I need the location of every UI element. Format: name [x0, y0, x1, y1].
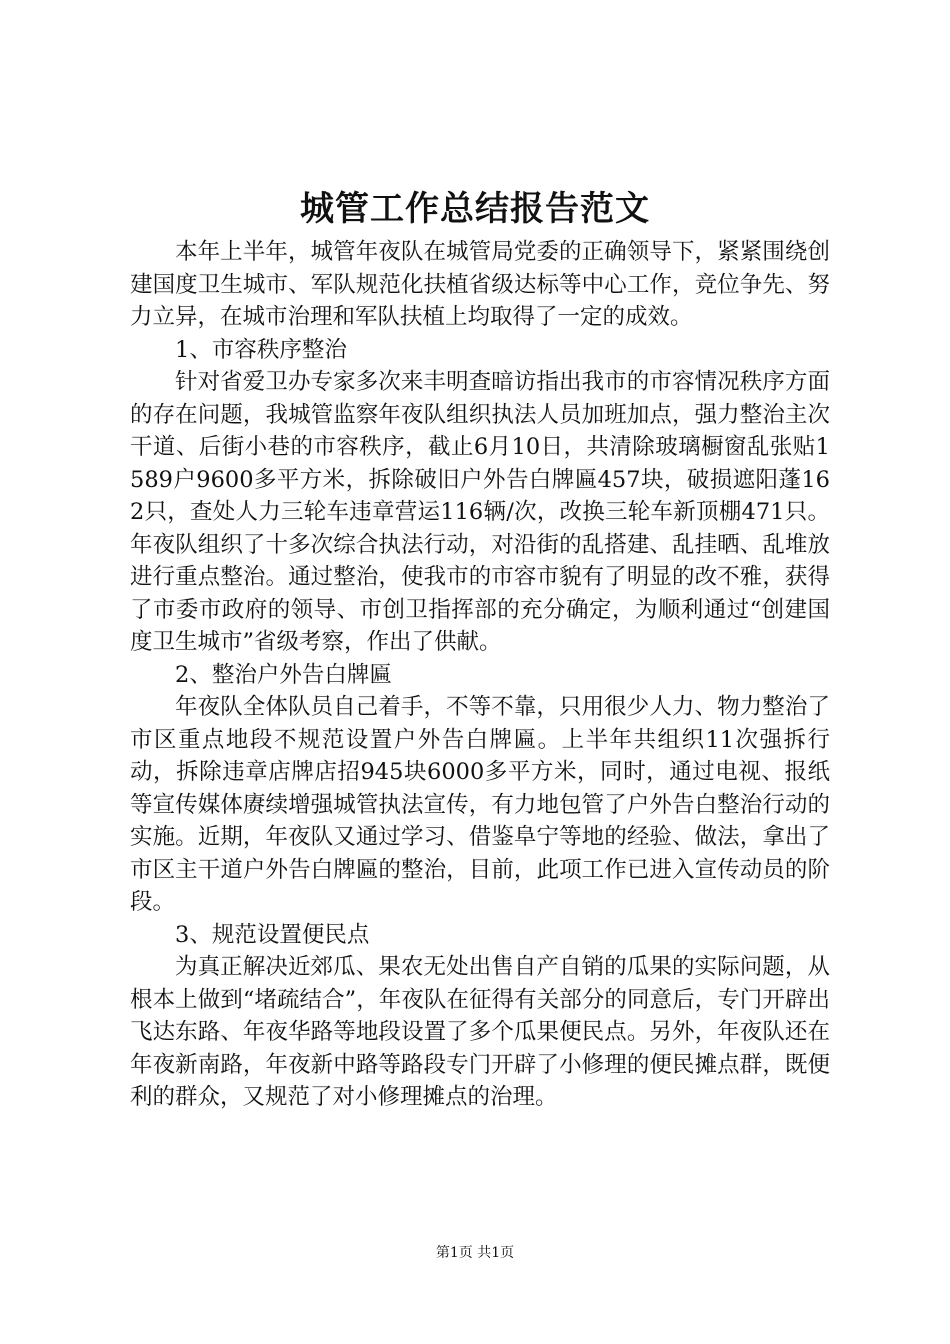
intro-paragraph: 本年上半年，城管年夜队在城管局党委的正确领导下，紧紧围绕创建国度卫生城市、军队规范化扶植省级达标等中心工作，竞位争先、努力立异，在城市治理和军队扶植上均取得了一定的成效。 — [130, 239, 830, 330]
section-heading-1: 1、市容秩序整治 — [175, 336, 347, 363]
section-paragraph-3: 为真正解决近郊瓜、果农无处出售自产自销的瓜果的实际问题，从根本上做到“堵疏结合”，年夜队在征得有关部分的同意后，专门开辟出飞达东路、年夜华路等地段设置了多个瓜果便民点。另外，年夜队还在年夜新南路，年夜新中路等路段专门开辟了小修理的便民摊点群，既便利的群众，又规范了对小修理摊点的治理。 — [130, 954, 830, 1110]
page-footer: 第1页 共1页 — [435, 1245, 515, 1261]
section-heading-3: 3、规范设置便民点 — [175, 921, 370, 948]
section-heading-2: 2、整治户外告白牌匾 — [175, 661, 392, 688]
document-title: 城管工作总结报告范文 — [300, 189, 650, 229]
document-body — [130, 236, 830, 1114]
section-paragraph-2: 年夜队全体队员自己着手，不等不靠，只用很少人力、物力整治了市区重点地段不规范设置户外告白牌匾。上半年共组织11次强拆行动，拆除违章店牌店招945块6000多平方米，同时，通过电视、报纸等宣传媒体赓续增强城管执法宣传，有力地包管了户外告白整治行动的实施。近期，年夜队又通过学习、借鉴阜宁等地的经验、做法，拿出了市区主干道户外告白牌匾的整治，目前，此项工作已进入宣传动员的阶段。 — [130, 694, 830, 915]
section-paragraph-1: 针对省爱卫办专家多次来丰明查暗访指出我市的市容情况秩序方面的存在问题，我城管监察年夜队组织执法人员加班加点，强力整治主次干道、后街小巷的市容秩序，截止6月10日，共清除玻璃橱窗乱张贴1589户9600多平方米，拆除破旧户外告白牌匾457块，破损遮阳蓬162只，查处人力三轮车违章营运116辆/次，改换三轮车新顶棚471只。年夜队组织了十多次综合执法行动，对沿街的乱搭建、乱挂晒、乱堆放进行重点整治。通过整治，使我市的市容市貌有了明显的改不雅，获得了市委市政府的领导、市创卫指挥部的充分确定，为顺利通过“创建国度卫生城市”省级考察，作出了供献。 — [130, 369, 830, 655]
